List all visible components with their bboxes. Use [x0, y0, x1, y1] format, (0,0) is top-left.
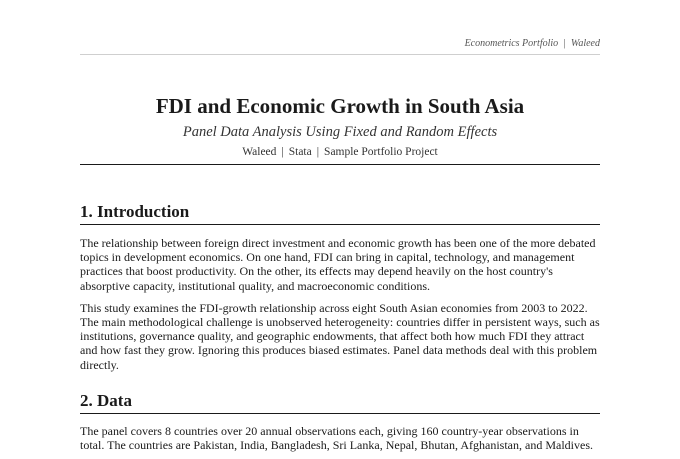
- byline-software: Stata: [288, 146, 312, 158]
- running-header: [80, 38, 600, 55]
- running-header-author: Waleed: [570, 38, 600, 49]
- paragraph: This study examines the FDI-growth relationship across eight South Asian economies from 2003 to 2022. The main methodological challenge is unobserved heterogeneity: countries differ in persistent ways, such as institutions, governance quality, and geographic endowments, that affect both how much FDI they attract and how fast they grow. Ignoring this produces biased estimates. Panel data methods deal with this problem directly.: [80, 300, 600, 372]
- byline-project: Sample Portfolio Project: [324, 146, 438, 158]
- byline-separator: |: [316, 146, 320, 158]
- section-heading: 2. Data: [80, 391, 600, 414]
- section-data: [80, 391, 600, 452]
- byline-separator: |: [281, 146, 284, 158]
- section-heading: 1. Introduction: [80, 202, 600, 225]
- document-byline: [80, 145, 600, 159]
- document-subtitle: Panel Data Analysis Using Fixed and Random Effects: [182, 124, 498, 140]
- document-title: FDI and Economic Growth in South Asia: [155, 94, 525, 118]
- running-header-series: Econometrics Portfolio: [464, 38, 559, 49]
- running-header-separator: |: [563, 38, 566, 49]
- title-block: [80, 93, 600, 165]
- paragraph: The relationship between foreign direct investment and economic growth has been one of the more debated topics in development economics. On one hand, FDI can bring in capital, technology, and management practices that boost productivity. On the other, its effects may depend heavily on the host country's absorptive capacity, institutional quality, and macroeconomic conditions.: [80, 236, 596, 293]
- paragraph: The panel covers 8 countries over 20 annual observations each, giving 160 country-year observations in total. The countries are Pakistan, India, Bangladesh, Sri Lanka, Nepal, Bhutan, Afghanistan, and Maldives.: [80, 423, 593, 453]
- document-page: [80, 0, 600, 452]
- byline-author: Waleed: [242, 146, 277, 158]
- section-introduction: [80, 202, 600, 372]
